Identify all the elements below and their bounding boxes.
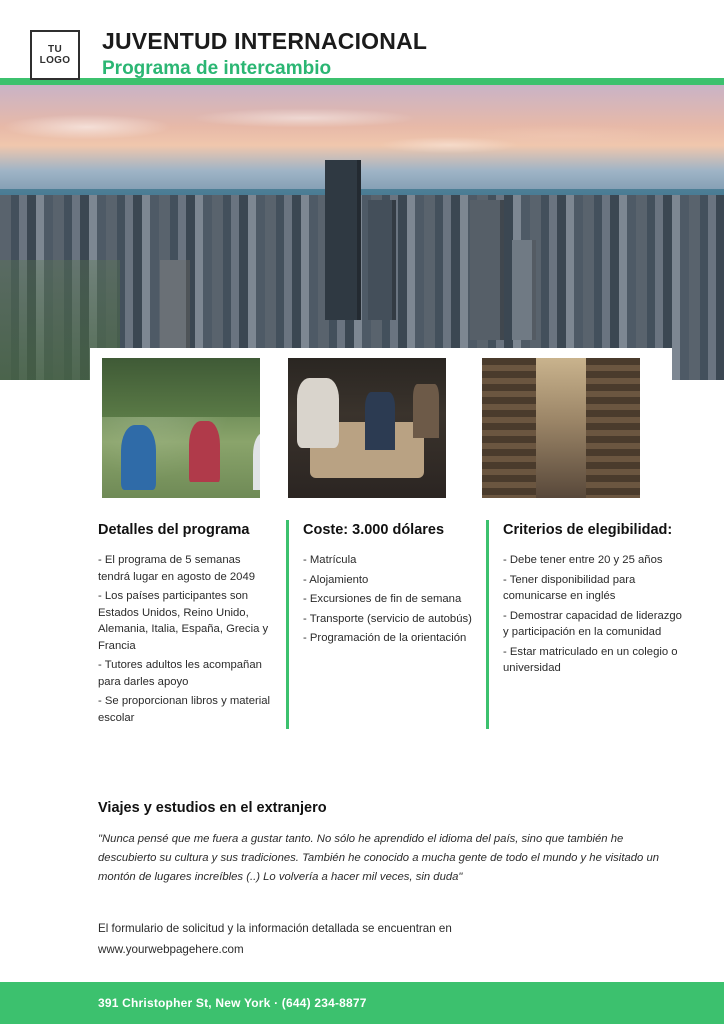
photo-group-table-image [288,358,446,498]
list-item: - Se proporcionan libros y material escolar [98,695,271,724]
photo-group-table [288,358,446,498]
list-item: - El programa de 5 semanas tendrá lugar en agosto de 2049 [98,554,256,583]
list-item: - Matrícula [303,554,357,566]
list-item: - Alojamiento [303,573,369,586]
list-item: - Tutores adultos les acompañan para darles apoyo [98,659,262,688]
photo-row [0,348,724,508]
contact-details: 391 Christopher St, New York · (644) 234-8877 [98,996,367,1010]
photo-library [482,358,640,498]
column-program-details [98,520,286,729]
hero-tower-5 [160,260,190,350]
logo-line-1: TU [48,44,62,55]
header [0,0,724,78]
list-item: - Los países participantes son Estados Unidos, Reino Unido, Alemania, Italia, España, Grecia y Francia [98,590,269,652]
list-item: - Excursiones de fin de semana [303,593,462,605]
photo-students-park-image [102,358,260,498]
column-list [303,552,486,647]
page-title: JUVENTUD INTERNACIONAL [102,28,428,54]
hero-tower-4 [512,240,536,340]
application-info-line-1: El formulario de solicitud y la información detallada se encuentran en [98,922,452,935]
footer-contact-bar [0,982,724,1024]
column-eligibility [486,520,686,729]
list-item: - Programación de la orientación [303,632,467,644]
hero-tower-3 [470,200,504,340]
hero-city-image [0,85,724,380]
info-columns [0,520,724,729]
testimonial-quote: "Nunca pensé que me fuera a gustar tanto. No sólo he aprendido el idioma del país, sino que también he descubierto su cultura y sus tradiciones. También he conocido a mucha gente de todo el mundo y he visitado un montón de lugares increíbles (..) Lo volvería a hacer mil veces, sin duda" [98,833,660,883]
column-cost [286,520,486,729]
logo-line-2: LOGO [39,55,71,66]
hero-tower-2 [368,200,396,320]
list-item: - Estar matriculado en un colegio o universidad [503,645,678,674]
application-info [98,918,668,960]
column-list [98,552,272,726]
testimonial-section [98,800,668,887]
hero-clouds [0,103,724,163]
hero-tower-1 [325,160,361,320]
column-list [503,552,686,677]
photo-students-park [102,358,260,498]
title-block [102,28,427,81]
library-vault [536,358,587,498]
photo-library-image [482,358,640,498]
column-title: Detalles del programa [98,522,250,538]
page-subtitle: Programa de intercambio [102,58,332,79]
list-item: - Transporte (servicio de autobús) [303,612,472,625]
column-title: Criterios de elegibilidad: [503,522,673,538]
website-url[interactable]: www.yourwebpagehere.com [98,943,244,956]
list-item: - Demostrar capacidad de liderazgo y participación en la comunidad [503,609,682,638]
list-item: - Tener disponibilidad para comunicarse en inglés [503,573,636,602]
logo-placeholder [30,30,80,80]
list-item: - Debe tener entre 20 y 25 años [503,554,663,566]
testimonial-title: Viajes y estudios en el extranjero [98,800,327,816]
column-title: Coste: 3.000 dólares [303,522,445,538]
